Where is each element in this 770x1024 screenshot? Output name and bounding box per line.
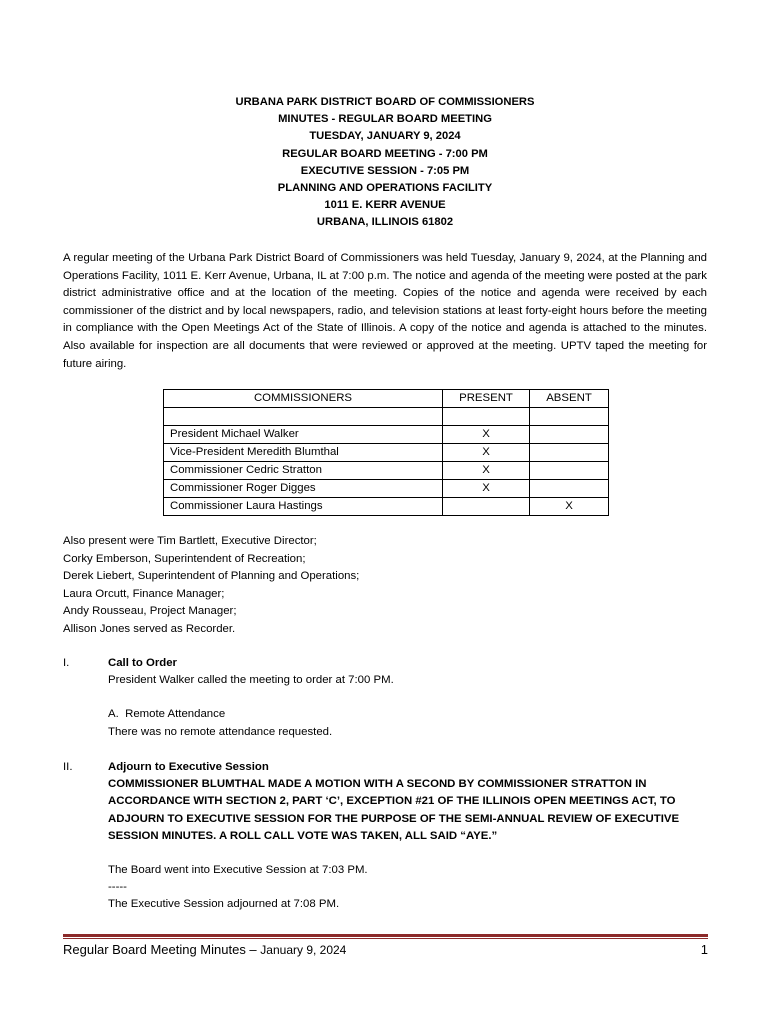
- column-header: COMMISSIONERS: [164, 390, 443, 408]
- section-executive-session: [63, 759, 713, 914]
- page-footer: [63, 942, 708, 957]
- table-cell: [530, 444, 609, 462]
- section-number: II.: [63, 761, 73, 773]
- list-item: Andy Rousseau, Project Manager;: [63, 605, 237, 618]
- table-cell: [530, 462, 609, 480]
- table-row: [164, 426, 609, 444]
- table-cell: X: [530, 498, 609, 516]
- table-row-empty: [164, 408, 609, 426]
- footer-divider: [63, 934, 708, 937]
- table-cell: President Michael Walker: [164, 426, 443, 444]
- list-item: Corky Emberson, Superintendent of Recreation;: [63, 552, 306, 565]
- table-cell: [164, 408, 443, 426]
- table-header-row: [164, 390, 609, 408]
- header-line: MINUTES - REGULAR BOARD MEETING: [278, 113, 492, 126]
- column-header: PRESENT: [443, 390, 530, 408]
- table-cell: [530, 480, 609, 498]
- subsection-label: A.: [108, 708, 119, 721]
- header-line: EXECUTIVE SESSION - 7:05 PM: [300, 164, 470, 177]
- table-cell: X: [443, 426, 530, 444]
- table-row: [164, 480, 609, 498]
- subsection-text: There was no remote attendance requested.: [108, 725, 333, 738]
- list-item: Derek Liebert, Superintendent of Planning and Operations;: [63, 570, 360, 583]
- intro-paragraph: A regular meeting of the Urbana Park District Board of Commissioners was held Tuesday, January 9, 2024, at the Planning and Operations Facility, 1011 E. Kerr Avenue, Urbana, IL at 7:00 p.m. The notice and agenda of the meeting were posted at the park district administrative office and at the location of the meeting. Copies of the notice and agenda were received by each commissioner of the district and by local newspapers, radio, and television stations at least forty-eight hours before the meeting in compliance with the Open Meetings Act of the State of Illinois. A copy of the notice and agenda is attached to the minutes. Also available for inspection are all documents that were reviewed or approved at the meeting. UPTV taped the meeting for future airing.: [63, 252, 707, 370]
- document-header: [0, 94, 770, 232]
- footer-divider-thin: [63, 938, 708, 939]
- header-line: TUESDAY, JANUARY 9, 2024: [309, 130, 461, 143]
- header-line: REGULAR BOARD MEETING - 7:00 PM: [282, 147, 488, 160]
- attendance-table: [163, 389, 609, 516]
- table-cell: [443, 408, 530, 426]
- list-item: Also present were Tim Bartlett, Executive Director;: [63, 535, 317, 547]
- table-row: [164, 498, 609, 516]
- header-line: 1011 E. KERR AVENUE: [324, 199, 446, 212]
- table-cell: Commissioner Laura Hastings: [164, 498, 443, 516]
- table-cell: [530, 408, 609, 426]
- table-cell: Commissioner Cedric Stratton: [164, 462, 443, 480]
- subsection-title: Remote Attendance: [125, 708, 226, 721]
- table-cell: X: [443, 444, 530, 462]
- table-row: [164, 462, 609, 480]
- section-text: The Executive Session adjourned at 7:08 PM.: [108, 898, 340, 911]
- list-item: Allison Jones served as Recorder.: [63, 622, 236, 635]
- header-line: PLANNING AND OPERATIONS FACILITY: [277, 182, 493, 195]
- motion-text: COMMISSIONER BLUMTHAL MADE A MOTION WITH A SECOND BY COMMISSIONER STRATTON IN ACCORDANCE WITH SECTION 2, PART ‘C’, EXCEPTION #21 OF THE ILLINOIS OPEN MEETINGS ACT, TO ADJOURN TO EXECUTIVE SESSION FOR THE PURPOSE OF THE SEMI-ANNUAL REVIEW OF EXECUTIVE SESSION MINUTES. A ROLL CALL VOTE WAS TAKEN, ALL SAID “AYE.”: [108, 778, 680, 842]
- section-text: The Board went into Executive Session at 7:03 PM.: [108, 864, 368, 877]
- page-number: 1: [700, 942, 708, 957]
- table-cell: Commissioner Roger Digges: [164, 480, 443, 498]
- section-call-to-order: [63, 655, 713, 741]
- table-cell: [443, 498, 530, 516]
- table-cell: Vice-President Meredith Blumthal: [164, 444, 443, 462]
- footer-label: Regular Board Meeting Minutes –: [63, 942, 257, 957]
- also-present-list: [63, 533, 359, 639]
- separator-text: -----: [108, 881, 127, 894]
- section-title: Call to Order: [108, 657, 177, 669]
- table-cell: X: [443, 462, 530, 480]
- table-cell: X: [443, 480, 530, 498]
- subsection-heading: [108, 706, 713, 723]
- section-title: Adjourn to Executive Session: [108, 761, 269, 773]
- header-line: URBANA, ILLINOIS 61802: [316, 216, 454, 229]
- footer-date: January 9, 2024: [260, 943, 347, 957]
- table-cell: [530, 426, 609, 444]
- header-line: URBANA PARK DISTRICT BOARD OF COMMISSIONERS: [235, 96, 535, 108]
- table-row: [164, 444, 609, 462]
- section-number: I.: [63, 657, 70, 669]
- section-text: President Walker called the meeting to order at 7:00 PM.: [108, 674, 394, 687]
- column-header: ABSENT: [530, 390, 609, 408]
- list-item: Laura Orcutt, Finance Manager;: [63, 587, 225, 600]
